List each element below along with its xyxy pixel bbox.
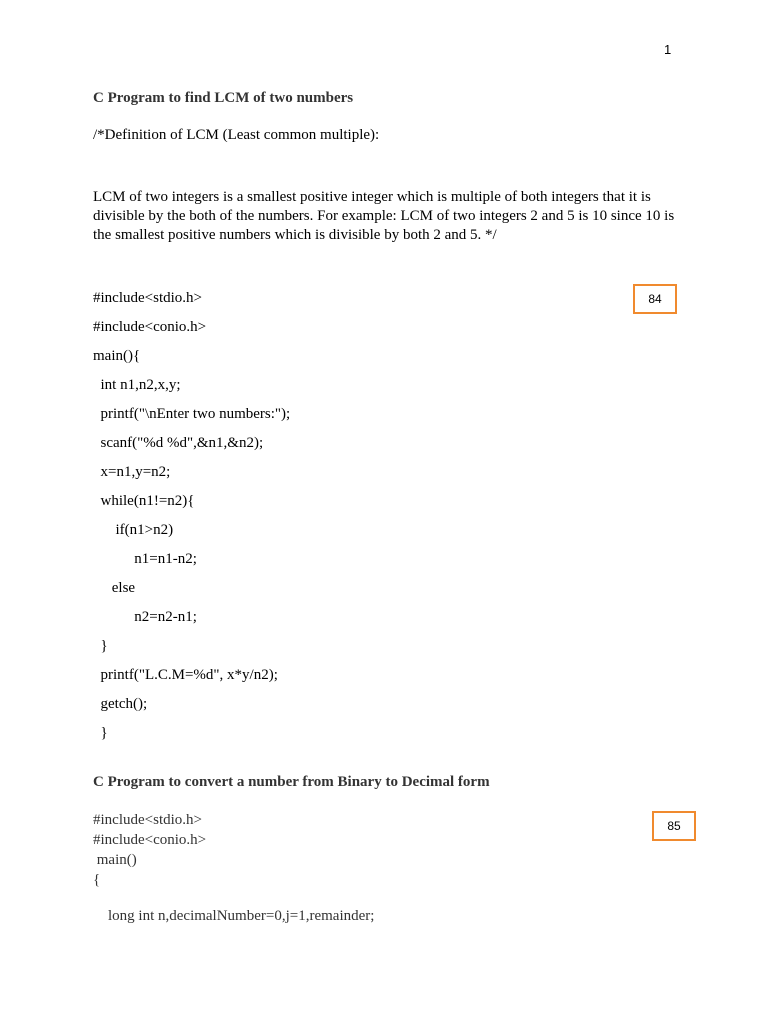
code-line: #include<conio.h> [93, 319, 207, 335]
code-line: } [93, 638, 108, 654]
code-line: #include<stdio.h> [93, 812, 202, 828]
code-line: long int n,decimalNumber=0,j=1,remainder; [93, 908, 375, 924]
code-line: } [93, 725, 108, 741]
code-line: if(n1>n2) [93, 522, 174, 538]
section-title-binary-to-decimal: C Program to convert a number from Binary to Decimal form [93, 774, 490, 790]
code-tag-85: 85 [652, 811, 696, 841]
comment-definition: /*Definition of LCM (Least common multiple): [93, 127, 380, 143]
code-line: x=n1,y=n2; [93, 464, 171, 480]
code-line: main() [93, 852, 137, 868]
code-line: getch(); [93, 696, 148, 712]
code-line: scanf("%d %d",&n1,&n2); [93, 435, 264, 451]
code-line: int n1,n2,x,y; [93, 377, 181, 393]
code-line: n1=n1-n2; [93, 551, 197, 567]
page-number: 1 [664, 42, 672, 57]
code-line: printf("\nEnter two numbers:"); [93, 406, 291, 422]
lcm-description-paragraph: LCM of two integers is a smallest positive integer which is multiple of both integers that it is divisible by the both of the numbers. For example: LCM of two integers 2 and 5 is 10 since 10 is the smallest positive numbers which is divisible by both 2 and 5. */ [93, 189, 675, 243]
code-tag-84: 84 [633, 284, 677, 314]
code-line: #include<conio.h> [93, 832, 207, 848]
code-line: else [93, 580, 136, 596]
code-line: n2=n2-n1; [93, 609, 197, 625]
code-line: while(n1!=n2){ [93, 493, 195, 509]
code-line: printf("L.C.M=%d", x*y/n2); [93, 667, 278, 683]
section-title-lcm: C Program to find LCM of two numbers [93, 90, 354, 106]
code-line: { [93, 872, 101, 888]
code-line: main(){ [93, 348, 141, 364]
code-line: #include<stdio.h> [93, 290, 202, 306]
